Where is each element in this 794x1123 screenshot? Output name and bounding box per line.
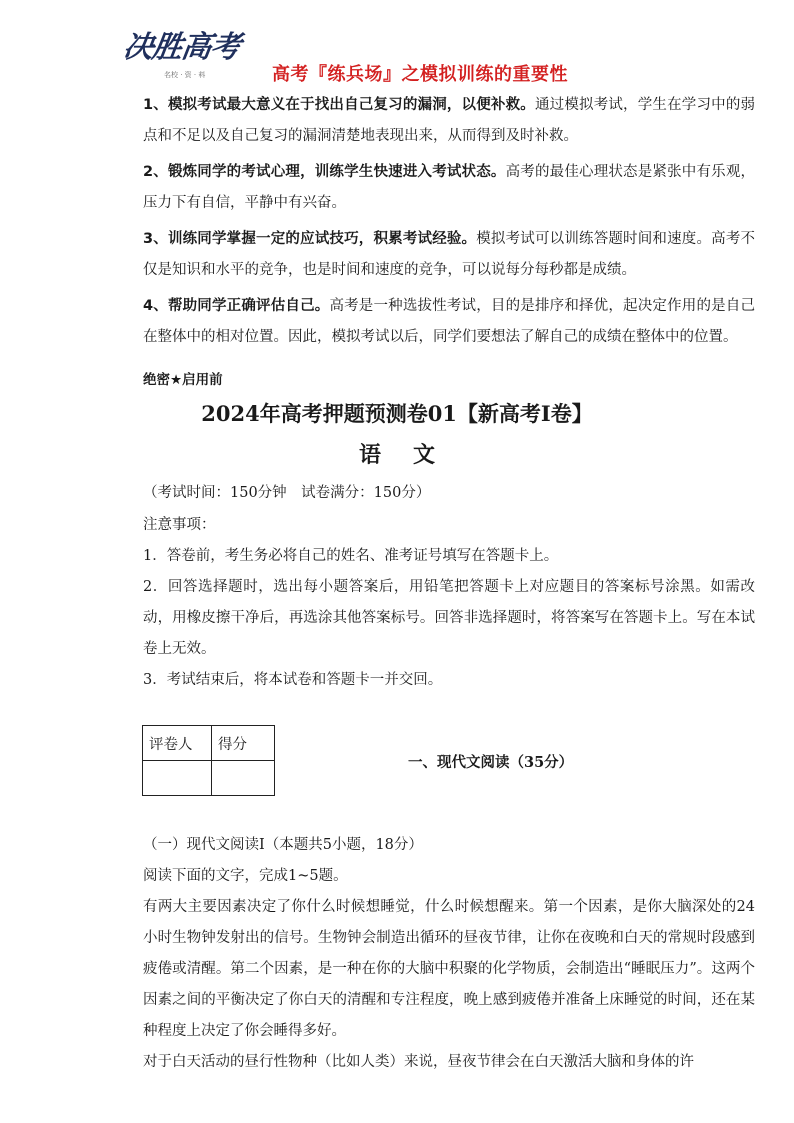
section-heading: 一、现代文阅读（35分） (408, 754, 574, 771)
intro-item (143, 157, 755, 219)
intro-item (143, 90, 755, 152)
exam-meta: （考试时间：150分钟 试卷满分：150分） (143, 485, 431, 501)
notice-item: 3．考试结束后，将本试卷和答题卡一并交回。 (143, 672, 443, 688)
reading-instruction: 阅读下面的文字，完成1~5题。 (143, 868, 348, 884)
intro-body: 高考是一种选拔性考试，目的是排序和择优，起决定作用的是自己在整体中的相对位置。因此，模拟考试以后，同学们要想法了解自己的成绩在整体中的位置。 (143, 298, 755, 345)
intro-lead: 3、训练同学掌握一定的应试技巧，积累考试经验。 (143, 231, 477, 247)
intro-section (143, 90, 755, 358)
subject-title: 语文 (358, 442, 467, 468)
grader-cell (143, 761, 212, 796)
exam-title: 2024年高考押题预测卷01【新高考I卷】 (201, 401, 593, 426)
logo (121, 22, 242, 92)
reading-part-title: （一）现代文阅读I（本题共5小题，18分） (143, 837, 423, 853)
logo-subtitle: 名校 · 资 · 料 (164, 71, 206, 79)
logo-text: 决胜高考 (121, 30, 242, 65)
intro-lead: 2、锻炼同学的考试心理，训练学生快速进入考试状态。 (143, 164, 506, 180)
notice-heading: 注意事项： (143, 517, 216, 533)
banner-title: 高考『练兵场』之模拟训练的重要性 (272, 64, 568, 85)
intro-item (143, 224, 755, 286)
score-header: 得分 (212, 726, 275, 761)
confidential-label: 绝密★启用前 (143, 372, 223, 388)
reading-section (143, 830, 755, 1078)
grader-header: 评卷人 (143, 726, 212, 761)
notice-section (143, 510, 755, 696)
notice-item: 2．回答选择题时，选出每小题答案后，用铅笔把答题卡上对应题目的答案标号涂黑。如需改动，用橡皮擦干净后，再选涂其他答案标号。回答非选择题时，将答案写在答题卡上。写在本试卷上无效。 (143, 579, 755, 657)
reading-paragraph: 有两大主要因素决定了你什么时候想睡觉，什么时候想醒来。第一个因素，是你大脑深处的24小时生物钟发射出的信号。生物钟会制造出循环的昼夜节律，让你在夜晚和白天的常规时段感到疲倦或清醒。第二个因素，是一种在你的大脑中积聚的化学物质，会制造出“睡眠压力”。这两个因素之间的平衡决定了你白天的清醒和专注程度，晚上感到疲倦并准备上床睡觉的时间，还在某种程度上决定了你会睡得多好。 (143, 899, 755, 1039)
score-table (142, 725, 275, 796)
intro-item (143, 291, 755, 353)
notice-item: 1．答卷前，考生务必将自己的姓名、准考证号填写在答题卡上。 (143, 548, 559, 564)
score-cell (212, 761, 275, 796)
intro-body: 模拟考试可以训练答题时间和速度。高考不仅是知识和水平的竞争，也是时间和速度的竞争，可以说每分每秒都是成绩。 (143, 231, 755, 278)
reading-paragraph: 对于白天活动的昼行性物种（比如人类）来说，昼夜节律会在白天激活大脑和身体的许 (143, 1054, 694, 1070)
intro-lead: 1、模拟考试最大意义在于找出自己复习的漏洞，以便补救。 (143, 97, 535, 113)
intro-body: 高考的最佳心理状态是紧张中有乐观，压力下有自信，平静中有兴奋。 (143, 164, 755, 211)
intro-body: 通过模拟考试，学生在学习中的弱点和不足以及自己复习的漏洞清楚地表现出来，从而得到及时补救。 (143, 97, 755, 144)
intro-lead: 4、帮助同学正确评估自己。 (143, 298, 330, 314)
